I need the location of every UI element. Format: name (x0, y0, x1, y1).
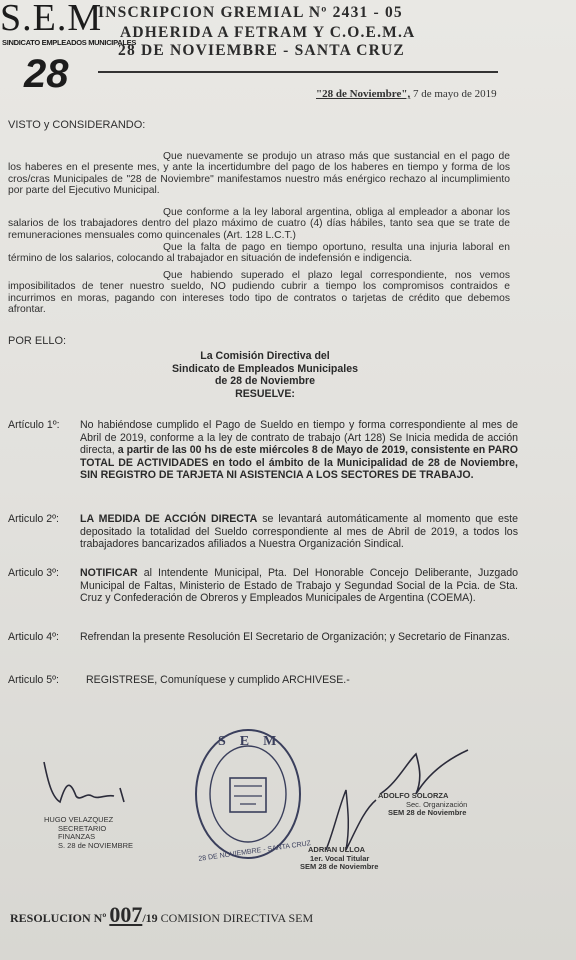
considerando-3: Que la falta de pago en tiempo oportuno, resulta una injuria laboral en término de los salarios, colocando al trabajador en situación de indefensión e indigencia. (8, 242, 510, 265)
left-signer-name: HUGO VELAZQUEZ (44, 815, 114, 824)
date-place: "28 de Noviembre", (316, 88, 411, 100)
sem-logo-number: 28 (24, 52, 69, 96)
por-ello-heading: POR ELLO: (8, 335, 67, 347)
considerando-2: Que conforme a la ley laboral argentina, obliga al empleador a abonar los salarios de los trabajadores dentro del plazo máximo de cuatro (4) días hábiles, tanto sea que se trate de remuneraciones mensuales como quincenales (Art. 128 L.C.T.) (8, 207, 510, 241)
commission-line-3: de 28 de Noviembre (214, 375, 316, 387)
header-line-1: INSCRIPCION GREMIAL Nº 2431 - 05 (98, 4, 403, 21)
article-1-text (80, 419, 518, 482)
article-5-text: REGISTRESE, Comuníquese y cumplido ARCHIVESE.- (86, 674, 350, 686)
left-signer-org: S. 28 de NOVIEMBRE (58, 840, 134, 850)
commission-block (130, 350, 400, 400)
resolution-number: 007 (109, 902, 143, 927)
article-2-text (80, 513, 518, 551)
article-2-label: Articulo 2º: (8, 513, 59, 525)
resolution-year: /19 (142, 911, 158, 925)
stamp-letters: SEM (218, 734, 291, 749)
sem-logo: S.E.M (0, 0, 103, 39)
article-5-label: Articulo 5º: (8, 674, 59, 686)
commission-line-2: Sindicato de Empleados Municipales (171, 362, 359, 375)
header-line-2: ADHERIDA A FETRAM Y C.O.E.M.A (120, 24, 416, 41)
right-signer-org: SEM 28 de Noviembre (388, 808, 467, 817)
center-signer-name: ADRIAN ULLOA (308, 845, 366, 854)
stamp-ring-text: 28 DE NOVIEMBRE - SANTA CRUZ (198, 840, 312, 863)
article-2-text-a: LA MEDIDA DE ACCIÓN DIRECTA (80, 513, 258, 525)
commission-line-1: La Comisión Directiva del (200, 350, 330, 362)
right-signer-role: Sec. Organización (406, 799, 468, 809)
center-signature-block (300, 846, 410, 872)
resolution-footer (10, 902, 313, 928)
resolution-prefix: RESOLUCION Nº (10, 911, 107, 925)
article-4-label: Articulo 4º: (8, 631, 59, 643)
article-3-label: Articulo 3º: (8, 567, 59, 579)
left-signer-role: SECRETARIO FINANZAS (58, 823, 107, 841)
header-rule (98, 71, 498, 73)
center-signer-org: SEM 28 de Noviembre (300, 862, 379, 871)
visto-heading: VISTO y CONSIDERANDO: (8, 119, 146, 131)
article-1-text-a: No habiéndose cumplido el Pago de Sueldo en tiempo y forma correspondiente al mes de Abril de 2019, conforme a la ley de contrato de trabajo (Art 128) Se Inicia medida de acción directa, (80, 419, 518, 457)
article-3-text-a: NOTIFICAR (80, 567, 138, 579)
header-line-3: 28 DE NOVIEMBRE - SANTA CRUZ (118, 42, 405, 59)
article-1-label: Artículo 1º: (8, 419, 60, 431)
date-rest: 7 de mayo de 2019 (412, 88, 497, 100)
left-signature-block (44, 816, 144, 850)
center-signer-role: 1er. Vocal Titular (310, 853, 370, 863)
article-2-text-b: se levantará automáticamente al momento que este depositado la totalidad del Sueldo correspondiente al mes de Abril de 2019, a todos los trabajadores bancarizados afiliados a Nuestra Organización Sindical. (80, 513, 518, 551)
document-date (316, 88, 497, 100)
considerando-1: Que nuevamente se produjo un atraso más que sustancial en el pago de los haberes en el presente mes, y ante la incertidumbre del pago de los haberes en tiempo y forma de los cros/cras Municipales de "28 de Noviembre" manifestamos nuestro más enérgico rechazo al incumplimiento por parte del Ejecutivo Municipal. (8, 151, 510, 196)
resolution-commission: COMISION DIRECTIVA SEM (160, 911, 314, 925)
left-signature (36, 752, 136, 812)
right-signer-name: ADOLFO SOLORZA (378, 791, 449, 800)
article-3-text-b: al Intendente Municipal, Pta. Del Honorable Concejo Deliberante, Juzgado Municipal de Faltas, Ministerio de Estado de Trabajo y Segundad Social de la Pcia. de Sta. Cruz y Confederación de Obreros y Empleados Municipales de Argentina (COEMA). (80, 567, 518, 605)
resuelve-heading: RESUELVE: (235, 387, 295, 400)
article-3-text (80, 567, 518, 605)
article-4-text: Refrendan la presente Resolución El Secretario de Organización; y Secretario de Finanzas. (80, 631, 510, 643)
considerando-4: Que habiendo superado el plazo legal correspondiente, nos vemos imposibilitados de tener nuestro sueldo, NO pudiendo cubrir a tiempo los compromisos contraidos e incurrimos en moras, pagando con intereses todo tipo de contratos o tarjetas de crédito que debemos afrontar. (8, 270, 510, 315)
sem-logo-subtitle: SINDICATO EMPLEADOS MUNICIPALES (2, 38, 137, 47)
right-signature-block (378, 792, 488, 818)
article-1-text-b: a partir de las 00 hs de este miércoles 8 de Mayo de 2019, consistente en PARO TOTAL DE ACTIVIDADES en todo el ámbito de la Municipalidad de 28 de Noviembre, SIN REGISTRO DE TARJETA NI ASISTENCIA A LOS SECTORES DE TRABAJO. (80, 444, 519, 482)
